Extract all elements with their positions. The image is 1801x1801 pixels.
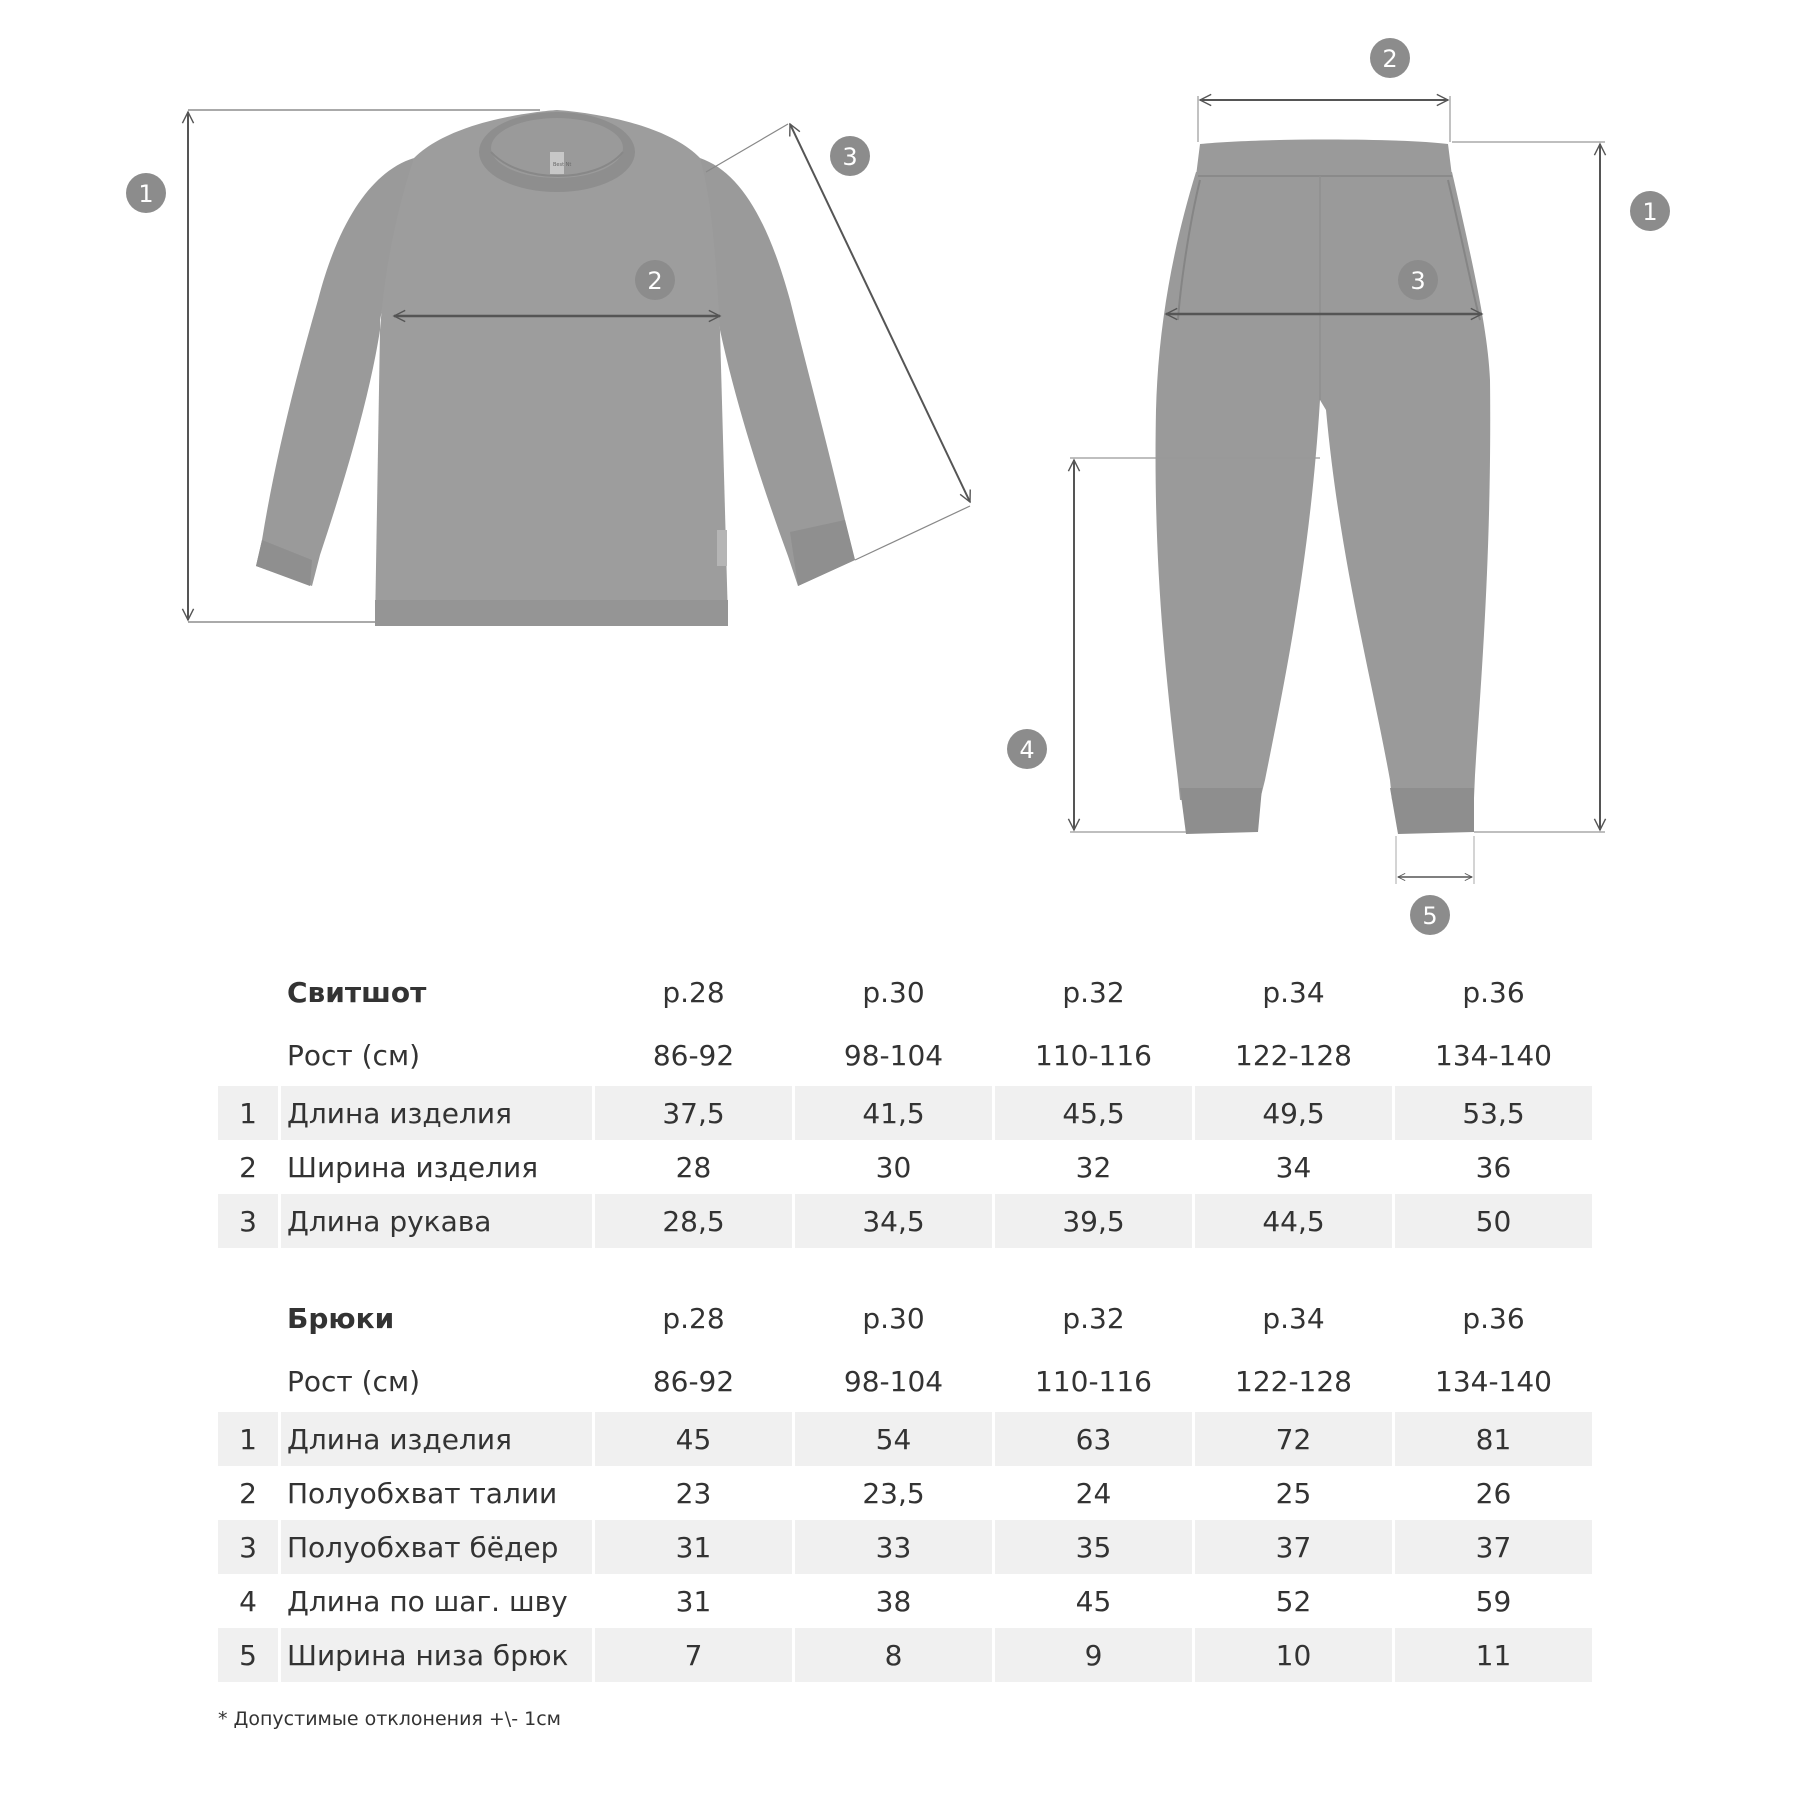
size-cell: р.36: [1462, 975, 1525, 1009]
table-cell: 25: [1275, 1476, 1312, 1510]
table-cell: 9: [995, 1628, 1192, 1682]
size-cell: р.30: [862, 975, 925, 1009]
size-cell: р.30: [862, 1301, 925, 1335]
table-cell: 72: [1195, 1412, 1392, 1466]
table-title: Свитшот: [287, 975, 427, 1009]
row-number: 1: [218, 1412, 278, 1466]
table-cell: 134-140: [1435, 1038, 1552, 1072]
table-header-row: [218, 1286, 1592, 1350]
table-cell: 44,5: [1195, 1194, 1392, 1248]
row-number: 2: [239, 1476, 257, 1510]
size-cell: р.32: [1062, 975, 1125, 1009]
table-cell: 35: [995, 1520, 1192, 1574]
table-cell: 59: [1475, 1584, 1512, 1618]
garment-label-tag: Best Nt: [553, 162, 572, 168]
table-header-row: [218, 960, 1592, 1024]
row-number: 3: [218, 1520, 278, 1574]
table-cell: 37,5: [595, 1086, 792, 1140]
table-cell: 10: [1195, 1628, 1392, 1682]
size-cell: р.32: [1062, 1301, 1125, 1335]
table-cell: 49,5: [1195, 1086, 1392, 1140]
table-cell: 34: [1275, 1150, 1312, 1184]
table-cell: 28,5: [595, 1194, 792, 1248]
row-label: Ширина низа брюк: [281, 1628, 592, 1682]
table-title: Брюки: [287, 1301, 395, 1335]
table-cell: 41,5: [795, 1086, 992, 1140]
trousers-measure-waist: [1198, 96, 1450, 142]
row-number: 2: [239, 1150, 257, 1184]
row-label: Длина по шаг. шву: [287, 1584, 568, 1618]
table-row: [218, 1350, 1592, 1412]
table-row: [218, 1574, 1592, 1628]
size-cell: р.36: [1462, 1301, 1525, 1335]
table-cell: 38: [875, 1584, 912, 1618]
table-row: [218, 1520, 1592, 1574]
table-cell: 33: [795, 1520, 992, 1574]
table-cell: 110-116: [1035, 1364, 1152, 1398]
table-cell: 39,5: [995, 1194, 1192, 1248]
size-tables: [215, 960, 1595, 1682]
table-cell: 63: [995, 1412, 1192, 1466]
svg-text:2: 2: [647, 267, 663, 295]
row-label: Полуобхват талии: [287, 1476, 558, 1510]
table-cell: 110-116: [1035, 1038, 1152, 1072]
svg-text:4: 4: [1019, 736, 1035, 764]
svg-text:3: 3: [842, 143, 858, 171]
marker-badge: [1370, 38, 1410, 78]
svg-text:1: 1: [138, 180, 154, 208]
size-cell: р.34: [1262, 1301, 1325, 1335]
table-cell: 45: [1075, 1584, 1112, 1618]
table-row: [218, 1412, 1592, 1466]
row-number: 5: [218, 1628, 278, 1682]
table-cell: 81: [1395, 1412, 1592, 1466]
table-cell: 11: [1395, 1628, 1592, 1682]
table-cell: 98-104: [843, 1364, 944, 1398]
table-row: [218, 1140, 1592, 1194]
svg-text:5: 5: [1422, 902, 1438, 930]
table-cell: 45,5: [995, 1086, 1192, 1140]
row-label: Ширина изделия: [287, 1150, 539, 1184]
table-cell: 122-128: [1235, 1364, 1352, 1398]
marker-badge: [635, 260, 675, 300]
row-number: 3: [218, 1194, 278, 1248]
table-cell: 45: [595, 1412, 792, 1466]
row-label: Длина изделия: [281, 1412, 592, 1466]
trousers-illustration: [1156, 140, 1491, 835]
table-cell: 53,5: [1395, 1086, 1592, 1140]
table-cell: 37: [1195, 1520, 1392, 1574]
marker-badge: [830, 136, 870, 176]
table-cell: 24: [1075, 1476, 1112, 1510]
table-spacer: [215, 1248, 1595, 1286]
table-cell: 122-128: [1235, 1038, 1352, 1072]
size-cell: р.34: [1262, 975, 1325, 1009]
marker-badge: [1410, 895, 1450, 935]
sweatshirt-illustration: [256, 110, 858, 626]
svg-text:3: 3: [1410, 267, 1426, 295]
table-cell: 26: [1475, 1476, 1512, 1510]
row-label: Длина рукава: [281, 1194, 592, 1248]
row-label: Полуобхват бёдер: [281, 1520, 592, 1574]
table-cell: 50: [1395, 1194, 1592, 1248]
table-cell: 32: [1075, 1150, 1112, 1184]
table-cell: 31: [675, 1584, 712, 1618]
table-row: [218, 1086, 1592, 1140]
sweatshirt-size-table: [215, 960, 1595, 1248]
trousers-measure-hem: [1396, 836, 1474, 884]
table-cell: 134-140: [1435, 1364, 1552, 1398]
trousers-size-table: [215, 1286, 1595, 1682]
table-cell: 7: [595, 1628, 792, 1682]
size-cell: р.28: [662, 1301, 725, 1335]
table-cell: 34,5: [795, 1194, 992, 1248]
table-cell: 30: [875, 1150, 912, 1184]
table-cell: 37: [1395, 1520, 1592, 1574]
size-cell: р.28: [662, 975, 725, 1009]
row-number: 1: [218, 1086, 278, 1140]
marker-badge: [1630, 191, 1670, 231]
table-cell: 86-92: [652, 1038, 735, 1072]
svg-text:1: 1: [1642, 198, 1658, 226]
row-label: Длина изделия: [281, 1086, 592, 1140]
row-label: Рост (см): [287, 1364, 420, 1398]
table-cell: 28: [675, 1150, 712, 1184]
table-cell: 36: [1475, 1150, 1512, 1184]
table-row: [218, 1024, 1592, 1086]
table-row: [218, 1628, 1592, 1682]
table-cell: 54: [795, 1412, 992, 1466]
table-row: [218, 1194, 1592, 1248]
table-cell: 23,5: [862, 1476, 925, 1510]
marker-badge: [1007, 729, 1047, 769]
table-cell: 8: [795, 1628, 992, 1682]
svg-text:2: 2: [1382, 45, 1398, 73]
table-row: [218, 1466, 1592, 1520]
table-cell: 98-104: [843, 1038, 944, 1072]
table-cell: 86-92: [652, 1364, 735, 1398]
table-cell: 23: [675, 1476, 712, 1510]
footnote: * Допустимые отклонения +\- 1см: [218, 1708, 561, 1730]
row-label: Рост (см): [287, 1038, 420, 1072]
marker-badge: [1398, 260, 1438, 300]
row-number: 4: [239, 1584, 257, 1618]
table-cell: 31: [595, 1520, 792, 1574]
table-cell: 52: [1275, 1584, 1312, 1618]
marker-badge: [126, 173, 166, 213]
